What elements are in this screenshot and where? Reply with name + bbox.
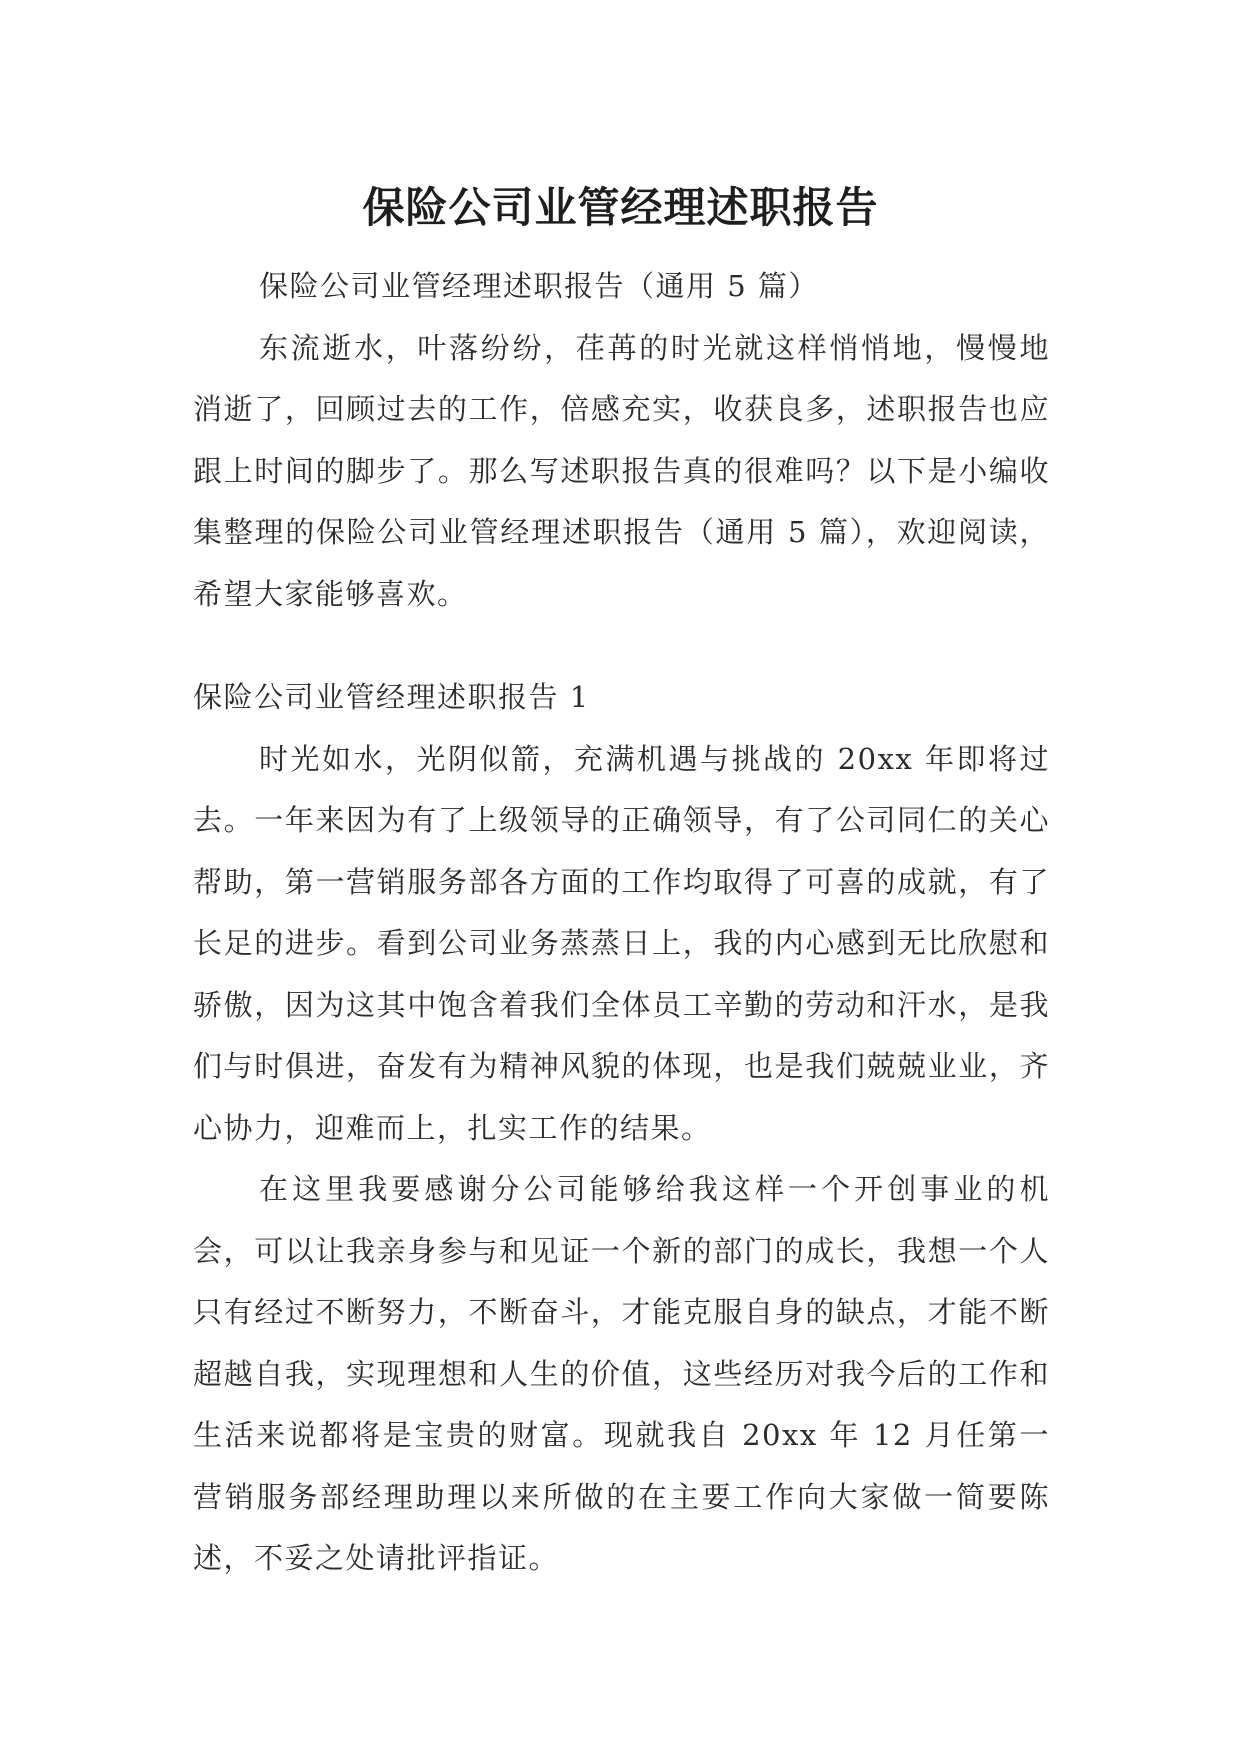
document-body	[193, 256, 1050, 1590]
section-heading: 保险公司业管经理述职报告 1	[193, 680, 590, 714]
section-spacer	[193, 625, 1050, 667]
intro-paragraph: 东流逝水，叶落纷纷，荏苒的时光就这样悄悄地，慢慢地消逝了，回顾过去的工作，倍感充实，收获良多，述职报告也应跟上时间的脚步了。那么写述职报告真的很难吗？以下是小编收集整理的保险公司业管经理述职报告（通用 5 篇），欢迎阅读，希望大家能够喜欢。	[193, 330, 1050, 611]
document-title: 保险公司业管经理述职报告	[362, 183, 879, 233]
body-paragraph-2: 在这里我要感谢分公司能够给我这样一个开创事业的机会，可以让我亲身参与和见证一个新的部门的成长，我想一个人只有经过不断努力，不断奋斗，才能克服自身的缺点，才能不断超越自我，实现理想和人生的价值，这些经历对我今后的工作和生活来说都将是宝贵的财富。现就我自 20xx 年 12 月任第一营销服务部经理助理以来所做的在主要工作向大家做一简要陈述，不妥之处请批评指证。	[193, 1172, 1050, 1575]
document-subtitle: 保险公司业管经理述职报告（通用 5 篇）	[259, 269, 819, 303]
body-paragraph-1: 时光如水，光阴似箭，充满机遇与挑战的 20xx 年即将过去。一年来因为有了上级领导的正确领导，有了公司同仁的关心帮助，第一营销服务部各方面的工作均取得了可喜的成就，有了长足的进步。看到公司业务蒸蒸日上，我的内心感到无比欣慰和骄傲，因为这其中饱含着我们全体员工辛勤的劳动和汗水，是我们与时俱进，奋发有为精神风貌的体现，也是我们兢兢业业，齐心协力，迎难而上，扎实工作的结果。	[193, 741, 1050, 1145]
